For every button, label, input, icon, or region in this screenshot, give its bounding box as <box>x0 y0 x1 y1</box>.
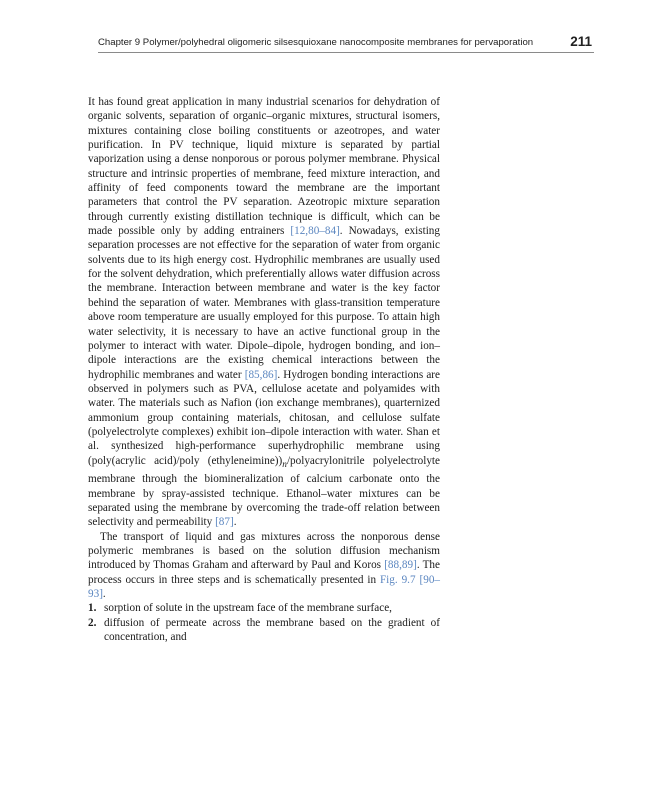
list-item-text: sorption of solute in the upstream face of the membrane surface, <box>104 602 392 615</box>
p1-text-1: It has found great application in many industrial scenarios for dehydration of organic solvents, separation of organic–organic mixtures, structural isomers, mixtures containing close boiling constituents or azeotropes, and water purification. In PV technique, liquid mixture is separated by partial vaporization using a dense nonporous or porous polymer membrane. Physical structure and intrinsic properties of membrane, feed mixture interaction, and affinity of feed components toward the membrane are the important parameters that control the PV separation. Azeotropic mixture separation through currently existing distillation technique is difficult, which can be made possible only by adding entrainers <box>88 96 440 238</box>
p2-text-2: . The process occurs in three steps and is schematically presented in <box>88 559 440 586</box>
p2-text-1: The transport of liquid and gas mixtures across the nonporous dense polymeric membranes is based on the solution diffusion mechanism introduced by Thomas Graham and afterward by Paul and Koros <box>88 530 440 572</box>
list-item-text: diffusion of permeate across the membrane based on the gradient of concentration, and <box>104 616 440 643</box>
p1-text-3: . Hydrogen bonding interactions are observed in polymers such as PVA, cellulose acetate and polyamides with water. The materials such as Nafion (ion exchange membranes), quarternized ammonium group containing materials, chitosan, and cellulose sulfate (polyelectrolyte complexes) exhibit ion–dipole interaction with water. Shan et al. synthesized high-performance superhydrophilic membrane using (poly(acrylic acid)/poly (ethyleneimine)) <box>88 368 440 467</box>
list-item-number: 2. <box>88 616 97 629</box>
body-text <box>88 95 440 644</box>
running-header <box>98 34 594 53</box>
figure-reference-9-7[interactable]: Fig. 9.7 <box>379 573 416 586</box>
citation-90-93[interactable]: [90–93] <box>88 573 441 600</box>
citation-88-89[interactable]: [88,89] <box>384 559 417 572</box>
paragraph-1 <box>88 95 440 530</box>
p1-text-4: /polyacrylonitrile polyelectrolyte membrane through the biomineralization of calcium carbonate onto the membrane by spray-assisted technique. Ethanol–water mixtures can be separated using the membrane by overcoming the trade-off relation between selectivity and permeability <box>88 454 440 529</box>
p2-text-3: . <box>102 587 106 600</box>
citation-87[interactable]: [87] <box>215 516 234 529</box>
list-item-number: 1. <box>88 602 97 615</box>
paragraph-2 <box>88 530 440 602</box>
list-item <box>88 601 440 615</box>
citation-12-80-84[interactable]: [12,80–84] <box>290 225 340 238</box>
subscript-n: n <box>282 459 287 470</box>
steps-list <box>88 601 440 644</box>
list-item <box>88 616 440 645</box>
running-title: Chapter 9 Polymer/polyhedral oligomeric silsesquioxane nanocomposite membranes for pervaporation <box>98 37 534 48</box>
page-number: 211 <box>570 34 592 49</box>
p1-text-5: . <box>233 516 237 529</box>
p1-text-2: . Nowadays, existing separation processes are not effective for the separation of water from organic solvents due to its high energy cost. Hydrophilic membranes are usually used for the solvent dehydration, which preferentially allows water diffusion across the membrane. Interaction between membrane and water is the key factor behind the separation of water. Membranes with glass-transition temperature above room temperature are usually employed for this purpose. To attain high water selectivity, it is necessary to have an active functional group in the polymer to interact with water. Dipole–dipole, hydrogen bonding, and ion–dipole interactions are the existing chemical interactions between the hydrophilic membranes and water <box>88 225 440 381</box>
citation-85-86[interactable]: [85,86] <box>244 368 278 381</box>
